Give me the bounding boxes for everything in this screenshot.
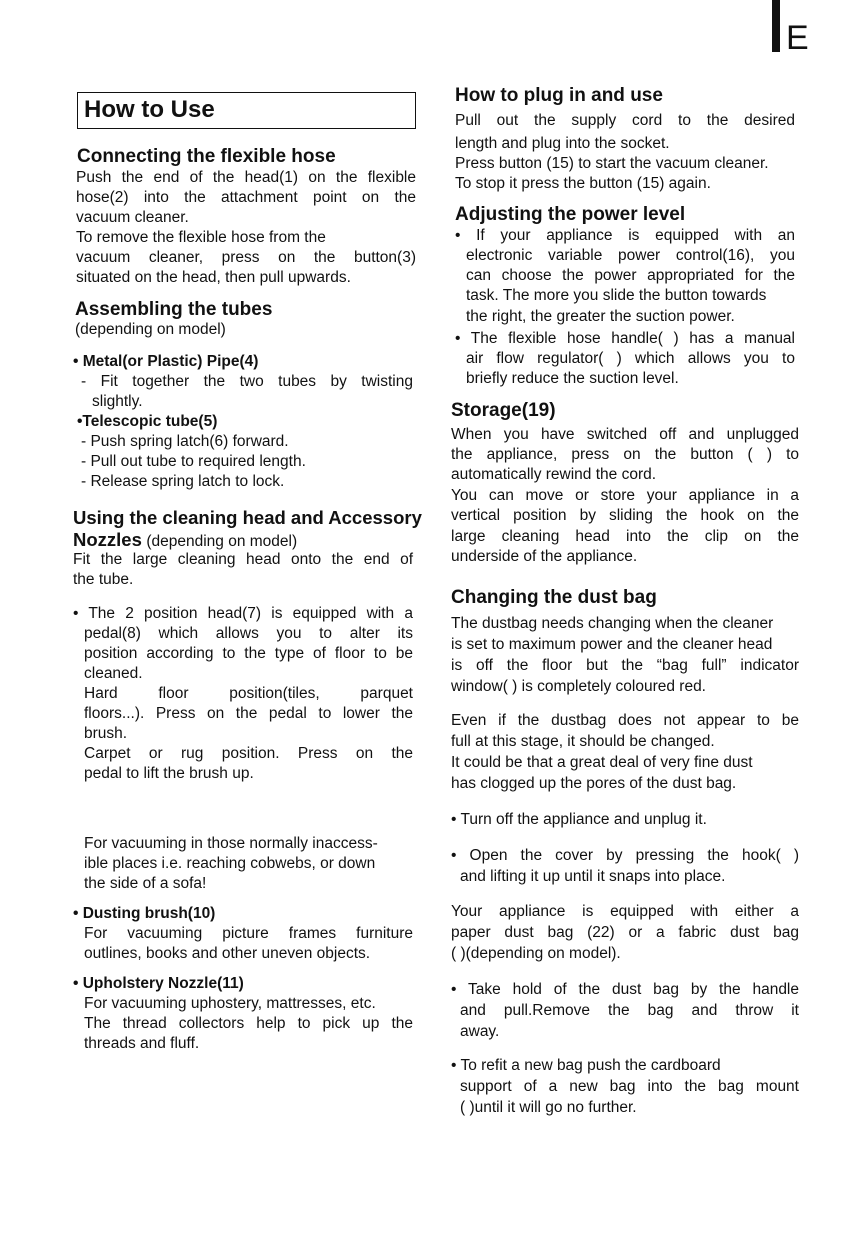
assembling-item-2-line-3: - Release spring latch to lock. [81,473,285,490]
upholstery-line-1: For vacuuming uphostery, mattresses, etc. [84,995,376,1012]
connecting-line-4: To remove the flexible hose from the [76,229,326,246]
carpet-line-1: Carpet or rug position. Press on the [84,745,413,762]
position-head-line-3: position according to the type of floor to be [84,645,413,662]
power-line-5: the right, the greater the suction power. [466,308,735,325]
storage-line-5: vertical position by sliding the hook on the [451,507,799,524]
dustbag-p3-line-1: Your appliance is equipped with either a [451,903,799,920]
power-line-6: • The flexible hose handle( ) has a manual [455,330,795,347]
section-heading-plug: How to plug in and use [455,85,663,106]
dustbag-bullet-3-line-2: and pull.Remove the bag and throw it [460,1002,799,1019]
dustbag-p2-line-2: full at this stage, it should be changed. [451,733,715,750]
storage-line-3: automatically rewind the cord. [451,466,657,483]
dustbag-p1-line-2: is set to maximum power and the cleaner head [451,636,773,653]
dustbag-bullet-4-line-1: • To refit a new bag push the cardboard [451,1057,721,1074]
storage-line-7: underside of the appliance. [451,548,638,565]
hard-floor-line-2: floors...). Press on the pedal to lower the [84,705,413,722]
connecting-line-3: vacuum cleaner. [76,209,189,226]
upholstery-line-3: threads and fluff. [84,1035,200,1052]
upholstery-line-2: The thread collectors help to pick up the [84,1015,413,1032]
section-heading-assembling: Assembling the tubes [75,299,273,320]
cleaning-head-intro-2: the tube. [73,571,134,588]
page-title: How to Use [84,96,215,123]
section-heading-storage: Storage(19) [451,400,556,421]
section-heading-connecting: Connecting the flexible hose [77,146,336,167]
section-heading-power: Adjusting the power level [455,204,686,225]
crevice-line-3: the side of a sofa! [84,875,207,892]
storage-line-6: large cleaning head into the clip on the [451,528,799,545]
dusting-brush-line-1: For vacuuming picture frames furniture [84,925,413,942]
plug-line-3: Press button (15) to start the vacuum cleaner. [455,155,769,172]
assembling-item-2-line-1: - Push spring latch(6) forward. [81,433,289,450]
cleaning-head-heading-note: (depending on model) [146,533,298,550]
hard-floor-line-1: Hard floor position(tiles, parquet [84,685,413,702]
dustbag-bullet-3-line-3: away. [460,1023,500,1040]
dustbag-bullet-2-line-2: and lifting it up until it snaps into place. [460,868,726,885]
power-line-8: briefly reduce the suction level. [466,370,679,387]
cleaning-head-intro-1: Fit the large cleaning head onto the end of [73,551,413,568]
power-line-4: task. The more you slide the button towards [466,287,767,304]
storage-line-2: the appliance, press on the button ( ) to [451,446,799,463]
position-head-line-2: pedal(8) which allows you to alter its [84,625,413,642]
assembling-item-2-title: •Telescopic tube(5) [77,413,218,430]
position-head-line-1: • The 2 position head(7) is equipped with a [73,605,413,622]
dustbag-bullet-3-line-1: • Take hold of the dust bag by the handle [451,981,799,998]
dustbag-bullet-4-line-3: ( )until it will go no further. [460,1099,637,1116]
crevice-line-1: For vacuuming in those normally inaccess- [84,835,378,852]
assembling-item-1-line-1: - Fit together the two tubes by twisting [81,373,413,390]
plug-line-1: Pull out the supply cord to the desired [455,112,795,129]
crevice-line-2: ible places i.e. reaching cobwebs, or down [84,855,376,872]
assembling-item-1-line-2: slightly. [92,393,143,410]
power-line-3: can choose the power appropriated for the [466,267,795,284]
power-line-1: • If your appliance is equipped with an [455,227,795,244]
connecting-line-1: Push the end of the head(1) on the flexible [76,169,416,186]
plug-line-4: To stop it press the button (15) again. [455,175,711,192]
storage-line-1: When you have switched off and unplugged [451,426,799,443]
dustbag-p1-line-1: The dustbag needs changing when the cleaner [451,615,774,632]
connecting-line-6: situated on the head, then pull upwards. [76,269,351,286]
storage-line-4: You can move or store your appliance in a [451,487,799,504]
assembling-subheading: (depending on model) [75,321,226,338]
cleaning-head-heading-line-2 [73,529,297,552]
position-head-line-4: cleaned. [84,665,143,682]
dustbag-bullet-2-line-1: • Open the cover by pressing the hook( ) [451,847,799,864]
language-marker-bar [772,0,780,52]
hard-floor-line-3: brush. [84,725,128,742]
dustbag-p3-line-2: paper dust bag (22) or a fabric dust bag [451,924,799,941]
dustbag-bullet-4-line-2: support of a new bag into the bag mount [460,1078,799,1095]
assembling-item-1-title: • Metal(or Plastic) Pipe(4) [73,353,259,370]
dustbag-p2-line-3: It could be that a great deal of very fine dust [451,754,753,771]
dustbag-p3-line-3: ( )(depending on model). [451,945,621,962]
power-line-2: electronic variable power control(16), you [466,247,795,264]
connecting-line-5: vacuum cleaner, press on the button(3) [76,249,416,266]
section-heading-cleaning-head: Using the cleaning head and Accessory [73,507,422,528]
dustbag-p1-line-4: window( ) is completely coloured red. [451,678,706,695]
assembling-item-2-line-2: - Pull out tube to required length. [81,453,306,470]
dustbag-p2-line-4: has clogged up the pores of the dust bag. [451,775,737,792]
cleaning-head-heading-nozzles: Nozzles [73,529,142,550]
power-line-7: air flow regulator( ) which allows you to [466,350,795,367]
upholstery-title: • Upholstery Nozzle(11) [73,975,244,992]
dusting-brush-line-2: outlines, books and other uneven objects. [84,945,371,962]
dustbag-bullet-1: • Turn off the appliance and unplug it. [451,811,707,828]
connecting-line-2: hose(2) into the attachment point on the [76,189,416,206]
language-letter: E [786,19,809,57]
plug-line-2: length and plug into the socket. [455,135,670,152]
section-heading-dustbag: Changing the dust bag [451,587,657,608]
dustbag-p1-line-3: is off the floor but the “bag full” indicator [451,657,799,674]
dusting-brush-title: • Dusting brush(10) [73,905,216,922]
carpet-line-2: pedal to lift the brush up. [84,765,254,782]
dustbag-p2-line-1: Even if the dustbag does not appear to be [451,712,799,729]
